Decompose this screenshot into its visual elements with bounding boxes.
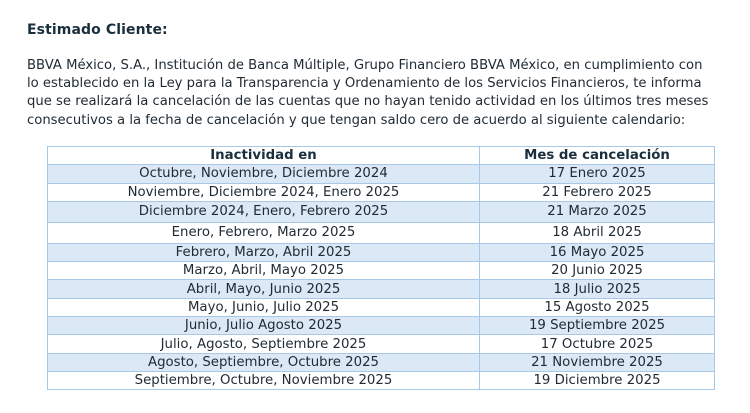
table-row [48, 335, 715, 353]
table-row [48, 317, 715, 335]
cell-cancellation-month: 19 Diciembre 2025 [480, 371, 715, 389]
table-header-row [48, 147, 715, 165]
cell-cancellation-month: 16 Mayo 2025 [480, 243, 715, 261]
cell-cancellation-month: 18 Julio 2025 [480, 280, 715, 298]
table-row [48, 371, 715, 389]
table-row [48, 298, 715, 316]
cell-inactivity: Agosto, Septiembre, Octubre 2025 [48, 353, 480, 371]
cell-cancellation-month: 19 Septiembre 2025 [480, 317, 715, 335]
table-row [48, 165, 715, 183]
cancellation-calendar [47, 146, 714, 390]
table-row [48, 183, 715, 201]
table-row [48, 201, 715, 222]
table-row [48, 222, 715, 243]
paragraph-line: BBVA México, S.A., Institución de Banca Múltiple, Grupo Financiero BBVA México, en cumplimiento con [27, 58, 703, 73]
cell-inactivity: Abril, Mayo, Junio 2025 [48, 280, 480, 298]
cell-inactivity: Enero, Febrero, Marzo 2025 [48, 222, 480, 243]
paragraph-line: lo establecido en la Ley para la Transparencia y Ordenamiento de los Servicios Financieros, te informa [27, 76, 702, 92]
cell-cancellation-month: 21 Febrero 2025 [480, 183, 715, 201]
cell-inactivity: Diciembre 2024, Enero, Febrero 2025 [48, 201, 480, 222]
paragraph-line: que se realizará la cancelación de las cuentas que no hayan tenido actividad en los últimos tres meses [27, 94, 709, 110]
cell-inactivity: Febrero, Marzo, Abril 2025 [48, 243, 480, 261]
cell-inactivity: Noviembre, Diciembre 2024, Enero 2025 [48, 183, 480, 201]
greeting-heading: Estimado Cliente: [27, 22, 168, 38]
cell-cancellation-month: 21 Noviembre 2025 [480, 353, 715, 371]
cell-inactivity: Septiembre, Octubre, Noviembre 2025 [48, 371, 480, 389]
cell-inactivity: Octubre, Noviembre, Diciembre 2024 [48, 165, 480, 183]
cell-inactivity: Junio, Julio Agosto 2025 [48, 317, 480, 335]
cell-cancellation-month: 21 Marzo 2025 [480, 201, 715, 222]
cell-cancellation-month: 17 Enero 2025 [480, 165, 715, 183]
cell-cancellation-month: 18 Abril 2025 [480, 222, 715, 243]
cell-inactivity: Mayo, Junio, Julio 2025 [48, 298, 480, 316]
table-row [48, 262, 715, 280]
cell-cancellation-month: 15 Agosto 2025 [480, 298, 715, 316]
cell-cancellation-month: 17 Octubre 2025 [480, 335, 715, 353]
notice-paragraph [27, 57, 739, 130]
table-row [48, 353, 715, 371]
table-row [48, 280, 715, 298]
table-row [48, 243, 715, 261]
cell-cancellation-month: 20 Junio 2025 [480, 262, 715, 280]
header-inactivity: Inactividad en [48, 147, 480, 165]
paragraph-line: consecutivos a la fecha de cancelación y que tengan saldo cero de acuerdo al siguiente calendario: [27, 112, 686, 128]
calendar-table [47, 146, 715, 390]
cell-inactivity: Marzo, Abril, Mayo 2025 [48, 262, 480, 280]
header-cancellation-month: Mes de cancelación [480, 147, 715, 165]
cell-inactivity: Julio, Agosto, Septiembre 2025 [48, 335, 480, 353]
